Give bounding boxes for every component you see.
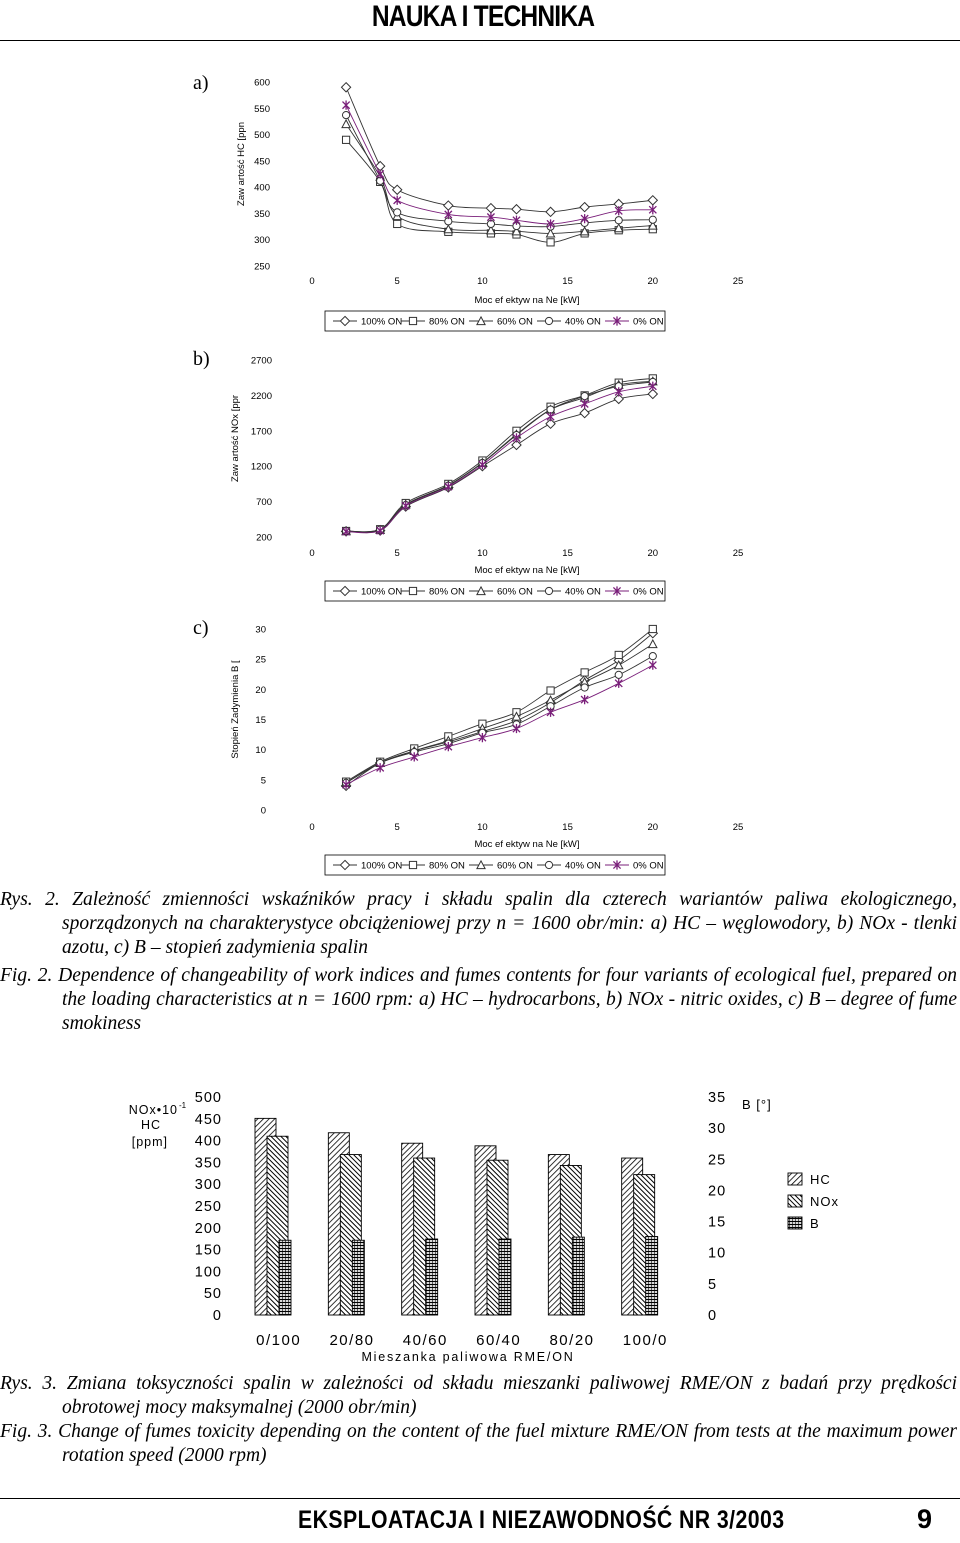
series-line-60on <box>346 644 653 783</box>
legend-label: 40% ON <box>565 316 601 328</box>
y-tick-label: 1200 <box>250 461 272 473</box>
legend-label: 0% ON <box>633 316 664 328</box>
data-point <box>547 239 554 246</box>
data-point <box>342 101 349 110</box>
legend-swatch-nox <box>788 1195 802 1207</box>
left-axis-label-exp: -1 <box>179 1101 187 1110</box>
left-tick-label: 500 <box>194 1090 222 1106</box>
y-tick-label: 350 <box>254 208 270 220</box>
y-tick-label: 300 <box>254 235 270 247</box>
y-tick-label: 25 <box>255 654 266 666</box>
y-axis-label: Zaw artość NOx [ppr <box>230 394 241 483</box>
chart-b-label: b) <box>193 348 210 370</box>
data-point <box>615 651 622 658</box>
data-point <box>547 708 554 717</box>
x-axis-label: Moc ef ektyw na Ne [kW] <box>474 565 580 576</box>
legend-marker <box>409 861 416 868</box>
y-tick-label: 5 <box>260 775 266 787</box>
caption-rys2 <box>0 888 957 960</box>
data-point <box>580 409 589 418</box>
legend-label: 80% ON <box>429 316 465 328</box>
data-point <box>581 399 588 408</box>
section-title: NAUKA I TECHNIKA <box>371 0 594 33</box>
chart-d-bar <box>110 1085 870 1370</box>
legend-marker <box>409 587 416 594</box>
y-tick-label: 700 <box>256 497 272 509</box>
bar-b <box>279 1240 291 1315</box>
category-label: 40/60 <box>402 1332 448 1349</box>
category-label: 0/100 <box>256 1332 302 1349</box>
data-point <box>649 216 656 223</box>
series-line-40on <box>346 382 653 532</box>
x-tick-label: 5 <box>394 822 400 833</box>
legend-label: 60% ON <box>497 586 533 598</box>
left-axis-label-unit: [ppm] <box>131 1135 168 1149</box>
chart-c-smoke <box>220 617 760 879</box>
legend-label-b: B <box>810 1216 820 1231</box>
y-tick-label: 400 <box>254 182 270 194</box>
data-point <box>411 752 418 761</box>
left-tick-label: 400 <box>194 1133 222 1150</box>
x-tick-label: 5 <box>394 548 400 559</box>
legend-marker <box>409 317 416 324</box>
data-point <box>581 684 588 691</box>
y-tick-label: 500 <box>254 130 270 142</box>
legend-swatch-hc <box>788 1173 802 1185</box>
data-point <box>342 136 349 143</box>
left-tick-label: 300 <box>194 1177 222 1194</box>
x-axis-label: Mieszanka paliwowa RME/ON <box>361 1350 575 1364</box>
x-tick-label: 0 <box>309 548 315 559</box>
legend-label: 0% ON <box>633 860 664 872</box>
data-point <box>376 162 385 171</box>
series-line-60on <box>346 124 653 233</box>
x-tick-label: 15 <box>562 822 573 833</box>
page-footer <box>0 1498 960 1543</box>
data-point <box>615 387 622 396</box>
bar-b <box>499 1239 511 1315</box>
left-axis-label: NOx•10 <box>128 1103 178 1117</box>
y-tick-label: 250 <box>254 261 270 273</box>
series-line-80on <box>346 140 653 243</box>
right-tick-label: 25 <box>708 1152 727 1169</box>
data-point <box>547 687 554 694</box>
x-tick-label: 10 <box>477 548 488 559</box>
chart-a-label: a) <box>193 72 209 94</box>
data-point <box>513 724 520 733</box>
data-point <box>393 185 402 194</box>
data-point <box>394 220 401 227</box>
data-point <box>580 203 589 212</box>
x-tick-label: 20 <box>647 548 659 559</box>
data-point <box>615 679 622 688</box>
series-line-0on <box>346 386 653 533</box>
data-point <box>486 204 495 213</box>
data-point <box>394 196 401 205</box>
legend-swatch-b <box>788 1217 802 1229</box>
journal-name: EKSPLOATACJA I NIEZAWODNOŚĆ NR 3/2003 <box>298 1506 785 1534</box>
caption-rys2-text: Rys. 2. Zależność zmienności wskaźników pracy i składu spalin dla czterech wariantów paliwa ekologicznego, sporządzonych na charakterystyce obciążeniowej przy n = 1600 obr/min: a) HC – węglowodory, b) NOx - tlenki azotu, c) B – stopień zadymienia spalin <box>0 889 957 958</box>
y-tick-label: 2700 <box>250 355 272 367</box>
right-tick-label: 30 <box>708 1121 727 1138</box>
series-line-100on <box>346 394 653 533</box>
x-tick-label: 10 <box>477 276 488 287</box>
legend-marker <box>545 587 552 594</box>
page-header <box>0 0 960 41</box>
left-tick-label: 100 <box>194 1264 222 1281</box>
left-tick-label: 50 <box>203 1286 222 1303</box>
legend-label-nox: NOx <box>810 1194 839 1209</box>
bar-b <box>646 1237 658 1315</box>
series-line-0on <box>346 665 653 784</box>
y-tick-label: 0 <box>260 805 266 817</box>
left-tick-label: 0 <box>212 1308 222 1324</box>
data-point <box>649 661 656 670</box>
category-label: 100/0 <box>622 1332 668 1349</box>
caption-rys3 <box>0 1372 957 1420</box>
left-tick-label: 450 <box>194 1111 222 1128</box>
x-axis-label: Moc ef ektyw na Ne [kW] <box>474 839 580 850</box>
y-tick-label: 30 <box>255 624 266 636</box>
x-tick-label: 15 <box>562 548 573 559</box>
x-tick-label: 0 <box>309 822 315 833</box>
legend-label: 0% ON <box>633 586 664 598</box>
data-point <box>581 393 588 400</box>
data-point <box>512 205 521 214</box>
data-point <box>581 214 588 223</box>
data-point <box>615 217 622 224</box>
data-point <box>547 412 554 421</box>
y-tick-label: 10 <box>255 745 266 757</box>
x-tick-label: 0 <box>309 276 315 287</box>
legend-label: 80% ON <box>429 586 465 598</box>
legend-marker <box>545 861 552 868</box>
data-point <box>649 640 657 648</box>
y-tick-label: 20 <box>255 684 266 696</box>
bar-b <box>426 1239 438 1315</box>
data-point <box>615 671 622 678</box>
right-axis-label: B [°] <box>742 1097 772 1112</box>
right-tick-label: 10 <box>708 1245 727 1262</box>
data-point <box>546 207 555 216</box>
right-tick-label: 15 <box>708 1214 727 1231</box>
left-axis-label-hc: HC <box>140 1118 161 1132</box>
right-tick-label: 5 <box>708 1276 718 1293</box>
data-point <box>377 169 384 178</box>
chart-a-hc <box>220 72 760 342</box>
category-label: 20/80 <box>329 1332 375 1349</box>
y-tick-label: 600 <box>254 77 270 89</box>
page-number: 9 <box>916 1504 932 1534</box>
caption-fig2-text: Fig. 2. Dependence of changeability of work indices and fumes contents for four variants of ecological fuel, prepared on the loading characteristics at n = 1600 rpm: a) HC – hydrocarbons, b) NOx - nitric oxides, c) B – degree of fume smokiness <box>0 965 957 1034</box>
series-line-100on <box>346 87 653 212</box>
bar-b <box>572 1237 584 1315</box>
y-tick-label: 1700 <box>250 426 272 438</box>
x-tick-label: 5 <box>394 276 400 287</box>
legend-label: 100% ON <box>361 860 403 872</box>
caption-rys3-text: Rys. 3. Zmiana toksyczności spalin w zależności od składu mieszanki paliwowej RME/ON z badań przy prędkości obrotowej mocy maksymalnej (2000 obr/min) <box>0 1373 957 1418</box>
chart-b-nox <box>220 348 760 603</box>
bar-b <box>352 1240 364 1315</box>
x-tick-label: 25 <box>732 276 744 287</box>
left-tick-label: 200 <box>194 1220 222 1237</box>
legend-label: 60% ON <box>497 316 533 328</box>
legend-label-hc: HC <box>810 1172 831 1187</box>
x-tick-label: 10 <box>477 822 488 833</box>
right-tick-label: 20 <box>708 1183 727 1200</box>
legend-label: 40% ON <box>565 860 601 872</box>
x-tick-label: 25 <box>732 548 744 559</box>
legend-label: 100% ON <box>361 586 403 598</box>
data-point <box>341 83 350 92</box>
data-point <box>394 209 401 216</box>
y-tick-label: 450 <box>254 156 270 168</box>
y-tick-label: 200 <box>256 532 272 544</box>
caption-fig3 <box>0 1420 957 1468</box>
caption-fig3-text: Fig. 3. Change of fumes toxicity depending on the content of the fuel mixture RME/ON from tests at the maximum power rotation speed (2000 rpm) <box>0 1421 957 1466</box>
series-line-0on <box>346 105 653 224</box>
caption-fig2 <box>0 964 957 1036</box>
legend-label: 40% ON <box>565 586 601 598</box>
data-point <box>581 695 588 704</box>
data-point <box>377 763 384 772</box>
legend-label: 60% ON <box>497 860 533 872</box>
y-axis-label: Zaw artość HC [ppn <box>236 122 247 206</box>
data-point <box>479 733 486 742</box>
chart-c-label: c) <box>193 617 209 639</box>
category-label: 80/20 <box>549 1332 595 1349</box>
data-point <box>444 201 453 210</box>
x-tick-label: 15 <box>562 276 573 287</box>
data-point <box>649 625 656 632</box>
legend-label: 80% ON <box>429 860 465 872</box>
y-axis-label: Stopień Zadymienia B [ <box>230 660 241 759</box>
series-line-100on <box>346 633 653 786</box>
y-tick-label: 15 <box>255 715 266 726</box>
legend-label: 100% ON <box>361 316 403 328</box>
data-point <box>342 112 349 119</box>
left-tick-label: 350 <box>194 1155 222 1172</box>
x-axis-label: Moc ef ektyw na Ne [kW] <box>474 295 580 306</box>
y-tick-label: 550 <box>254 103 270 115</box>
category-label: 60/40 <box>476 1332 522 1349</box>
y-tick-label: 2200 <box>250 390 272 402</box>
right-tick-label: 35 <box>708 1090 727 1106</box>
x-tick-label: 20 <box>647 276 659 287</box>
data-point <box>581 669 588 676</box>
data-point <box>648 196 657 205</box>
x-tick-label: 25 <box>732 822 744 833</box>
data-point <box>649 653 656 660</box>
x-tick-label: 20 <box>647 822 659 833</box>
legend-marker <box>545 317 552 324</box>
right-tick-label: 0 <box>708 1308 718 1324</box>
left-tick-label: 150 <box>194 1242 222 1259</box>
left-tick-label: 250 <box>194 1199 222 1215</box>
